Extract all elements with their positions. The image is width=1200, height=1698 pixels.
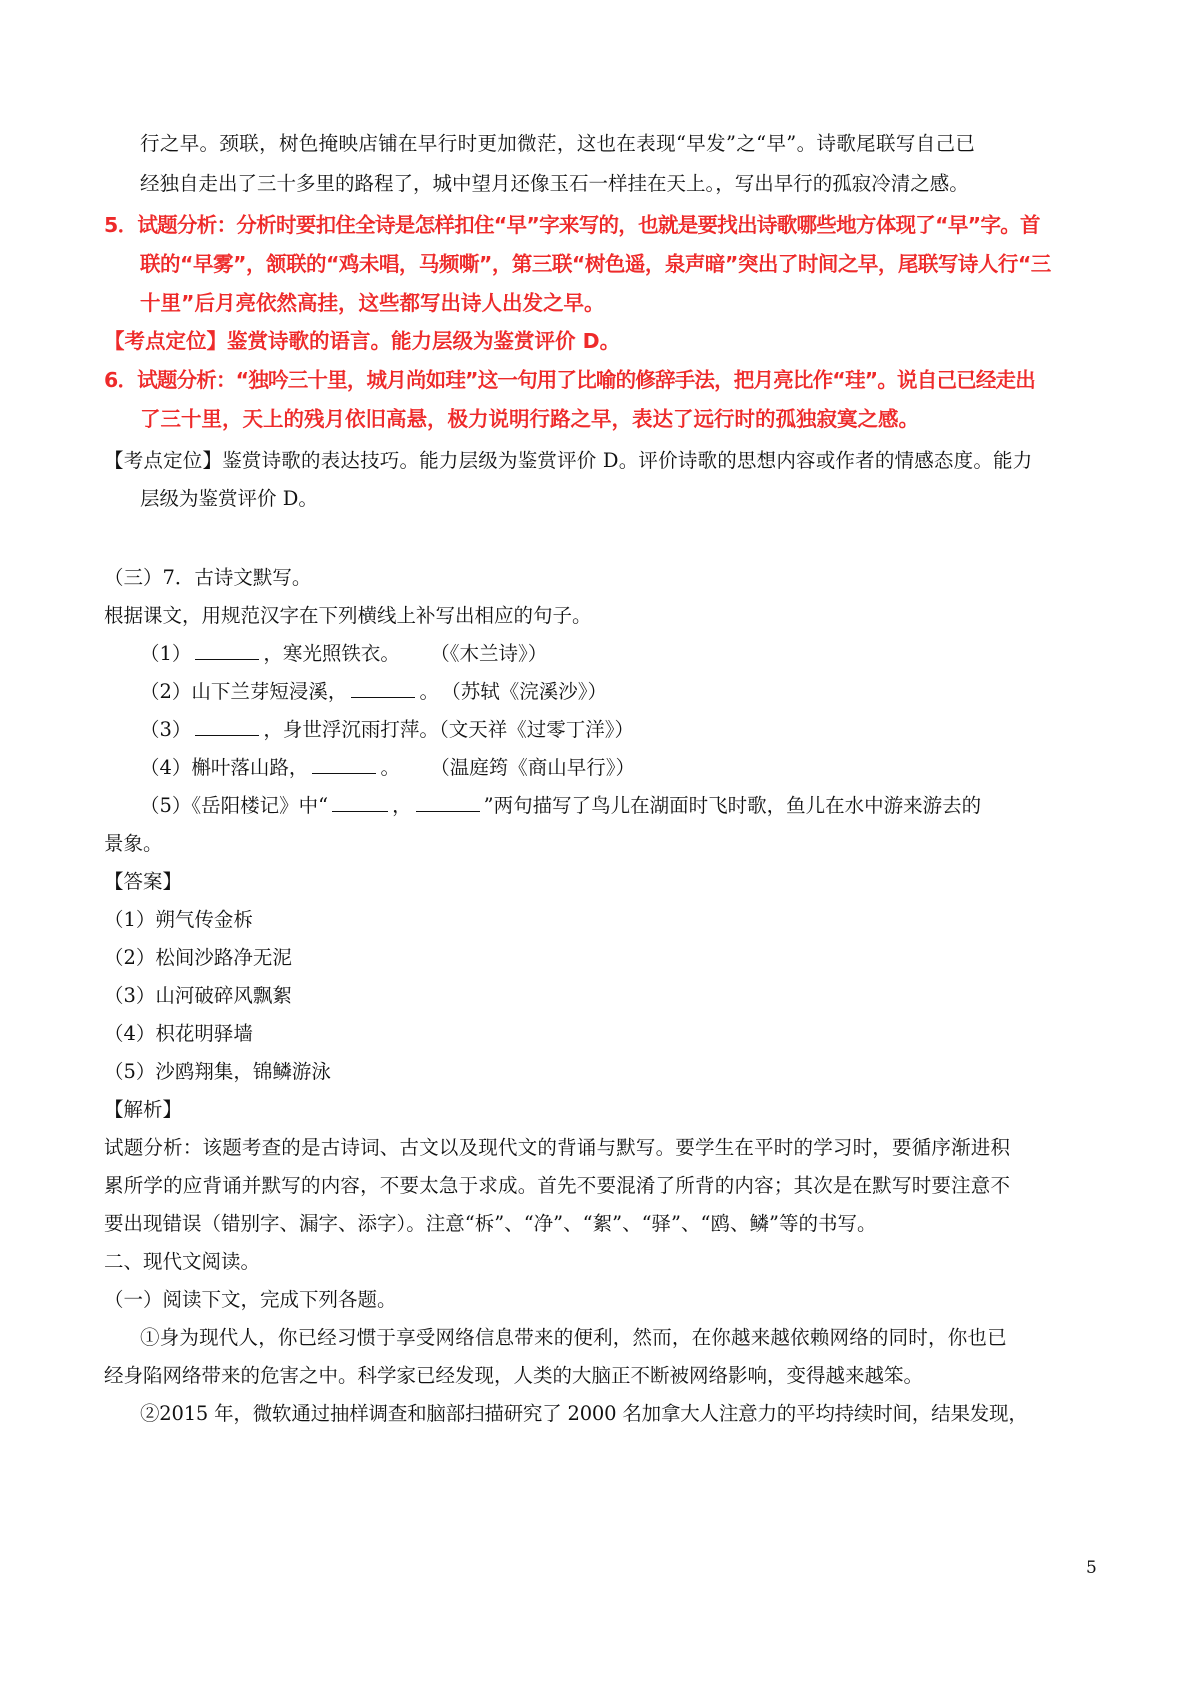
- item-text: ，身世浮沉雨打萍。: [263, 718, 439, 741]
- page-number: 5: [1086, 1558, 1097, 1578]
- item-text-end: 。: [380, 756, 400, 779]
- passage-p2-line-1: ②2015 年，微软通过抽样调查和脑部扫描研究了 2000 名加拿大人注意力的平均持续时间，结果发现，: [140, 1402, 1028, 1425]
- item-text: 槲叶落山路，: [191, 756, 309, 779]
- q5-analysis-line-2: 联的“早雾”，颔联的“鸡未唱，马频嘶”，第三联“树色遥，泉声暗”突出了时间之早，尾联写诗人行“三: [140, 252, 1051, 276]
- item-text: ，寒光照铁衣。: [263, 642, 400, 665]
- q6-analysis-line-2: 了三十里，天上的残月依旧高悬，极力说明行路之早，表达了远行时的孤独寂寞之感。: [140, 407, 919, 431]
- q5-exam-point: 【考点定位】鉴赏诗歌的语言。能力层级为鉴赏评价 D。: [104, 329, 621, 353]
- item-source: （苏轼《浣溪沙》）: [450, 680, 607, 703]
- answer-4: （4）枳花明驿墙: [104, 1022, 253, 1045]
- item-text-end: 。: [419, 680, 439, 703]
- item-number: （2）: [140, 680, 192, 703]
- q7-analysis-line-3: 要出现错误（错别字、漏字、添字）。注意“柝”、“净”、“絮”、“驿”、“鸥、鳞”等的书写。: [104, 1212, 877, 1235]
- item-text: 山下兰芽短浸溪，: [191, 680, 348, 703]
- analysis-label: 【解析】: [104, 1098, 183, 1121]
- q6-exam-point-line-2: 层级为鉴赏评价 D。: [140, 487, 318, 510]
- q7-item-3: [140, 714, 634, 746]
- item-text: （5）《岳阳楼记》中“: [140, 794, 329, 817]
- analysis-line-2: 经独自走出了三十多里的路程了，城中望月还像玉石一样挂在天上。，写出早行的孤寂冷清之感。: [140, 172, 969, 195]
- section-heading: 二、现代文阅读。: [104, 1250, 261, 1273]
- answer-blank: [416, 791, 480, 812]
- q7-analysis-line-2: 累所学的应背诵并默写的内容，不要太急于求成。首先不要混淆了所背的内容；其次是在默写时要注意不: [104, 1174, 1011, 1197]
- item-text-end: ”两句描写了鸟儿在湖面时飞时歌，鱼儿在水中游来游去的: [483, 794, 982, 817]
- item-number: （4）: [140, 756, 192, 779]
- item-number: （1）: [140, 642, 192, 665]
- passage-p1-line-1: ①身为现代人，你已经习惯于享受网络信息带来的便利，然而，在你越来越依赖网络的同时，你也已: [140, 1326, 1007, 1349]
- answer-label: 【答案】: [104, 870, 183, 893]
- answer-blank: [332, 791, 388, 812]
- item-number: （3）: [140, 718, 192, 741]
- q7-analysis-line-1: 试题分析：该题考查的是古诗词、古文以及现代文的背诵与默写。要学生在平时的学习时，要循序渐进积: [104, 1136, 1011, 1159]
- answer-blank: [195, 715, 259, 736]
- q7-item-5: [140, 790, 981, 822]
- q7-item-2: [140, 676, 607, 708]
- item-source: （《木兰诗》）: [439, 642, 548, 665]
- answer-blank: [351, 677, 415, 698]
- q7-item-5-cont: 景象。: [104, 832, 163, 855]
- q7-item-1: [140, 638, 547, 670]
- q5-analysis-line-1: 5．试题分析：分析时要扣住全诗是怎样扣住“早”字来写的，也就是要找出诗歌哪些地方体现了“早”字。首: [104, 213, 1040, 237]
- q5-analysis-line-3: 十里”后月亮依然高挂，这些都写出诗人出发之早。: [140, 291, 605, 315]
- answer-blank: [195, 639, 259, 660]
- q6-analysis-line-1: 6．试题分析：“独吟三十里，城月尚如珪”这一句用了比喻的修辞手法，把月亮比作“珪”。说自己已经走出: [104, 368, 1035, 392]
- analysis-line-1: 行之早。颈联，树色掩映店铺在早行时更加微茫，这也在表现“早发”之“早”。诗歌尾联写自己已: [140, 132, 976, 155]
- answer-blank: [312, 753, 376, 774]
- q6-exam-point-line-1: 【考点定位】鉴赏诗歌的表达技巧。能力层级为鉴赏评价 D。评价诗歌的思想内容或作者的情感态度。能力: [104, 449, 1033, 472]
- q7-heading: （三）7．古诗文默写。: [104, 566, 312, 589]
- answer-1: （1）朔气传金柝: [104, 908, 253, 931]
- passage-p1-line-2: 经身陷网络带来的危害之中。科学家已经发现，人类的大脑正不断被网络影响，变得越来越笨。: [104, 1364, 924, 1387]
- item-source: （温庭筠《商山早行》）: [439, 756, 635, 779]
- item-source: （文天祥《过零丁洋》）: [438, 718, 634, 741]
- answer-5: （5）沙鸥翔集，锦鳞游泳: [104, 1060, 331, 1083]
- answer-2: （2）松间沙路净无泥: [104, 946, 292, 969]
- answer-3: （3）山河破碎风飘絮: [104, 984, 292, 1007]
- q7-item-4: [140, 752, 635, 784]
- q7-instruction: 根据课文，用规范汉字在下列横线上补写出相应的句子。: [104, 604, 592, 627]
- item-comma: ，: [392, 794, 412, 817]
- section-subheading: （一）阅读下文，完成下列各题。: [104, 1288, 397, 1311]
